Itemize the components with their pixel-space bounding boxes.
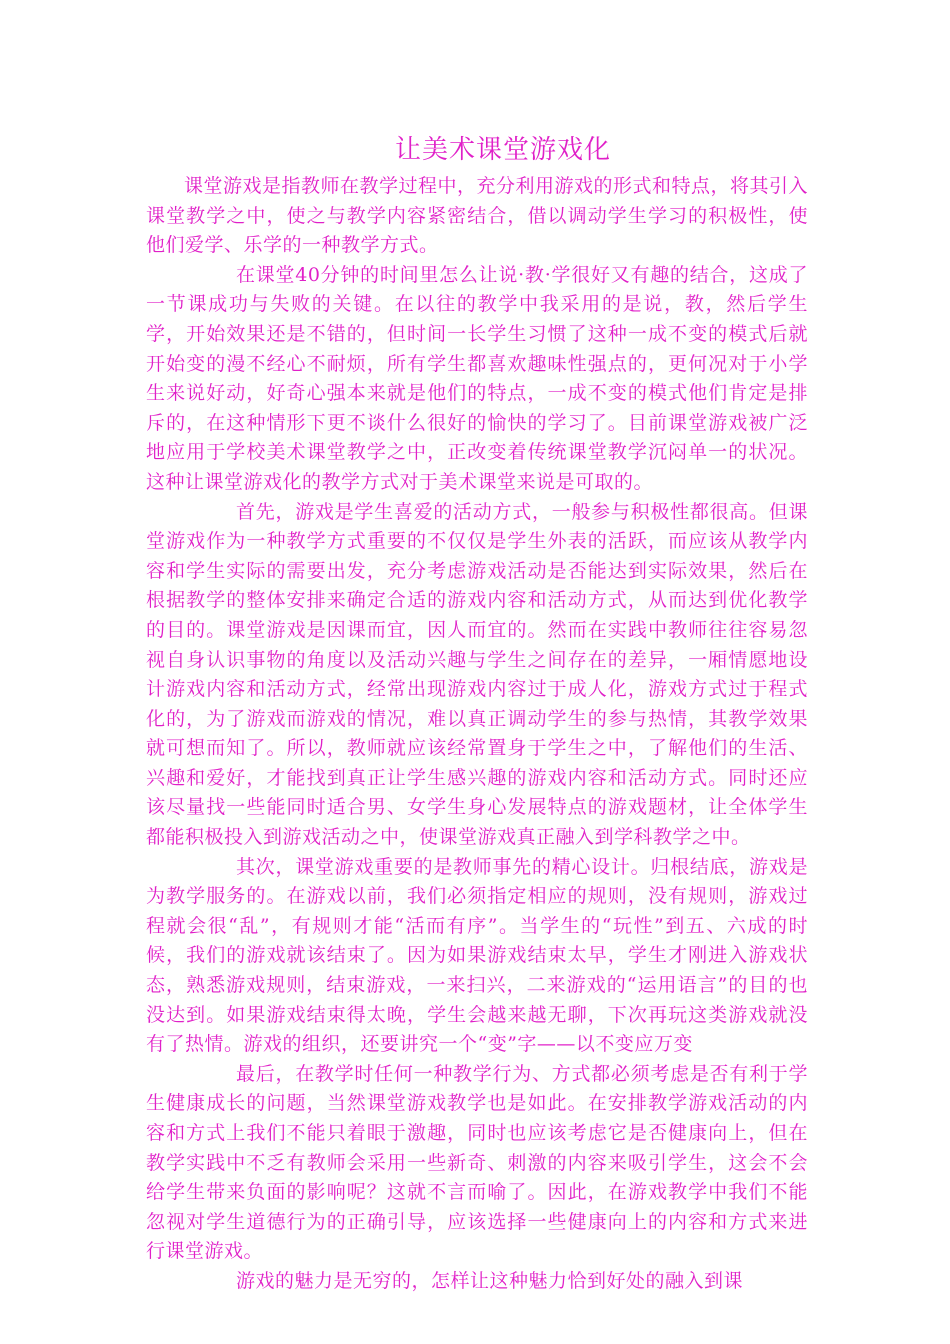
paragraph-conclusion: 游戏的魅力是无穷的，怎样让这种魅力恰到好处的融入到课 [236, 1269, 744, 1292]
paragraph-second: 其次，课堂游戏重要的是教师事先的精心设计。归根结底，游戏是为教学服务的。在游戏以前，我们必须指定相应的规则，没有规则，游戏过程就会很“乱”，有规则才能“活而有序”。当学生的“玩性”到五、六成的时候，我们的游戏就该结束了。因为如果游戏结束太早，学生才刚进入游戏状态，熟悉游戏规则，结束游戏，一来扫兴，二来游戏的“运用语言”的目的也没达到。如果游戏结束得太晚，学生会越来越无聊，下次再玩这类游戏就没有了热情。游戏的组织，还要讲究一个“变”字——以不变应万变 [146, 855, 808, 1056]
paragraph-last: 最后，在教学时任何一种教学行为、方式都必须考虑是否有利于学生健康成长的问题，当然课堂游戏教学也是如此。在安排教学游戏活动的内容和方式上我们不能只着眼于激趣，同时也应该考虑它是否健康向上，但在教学实践中不乏有教师会采用一些新奇、刺激的内容来吸引学生，这会不会给学生带来负面的影响呢？这就不言而喻了。因此，在游戏教学中我们不能忽视对学生道德行为的正确引导，应该选择一些健康向上的内容和方式来进行课堂游戏。 [146, 1062, 808, 1263]
document-title: 让美术课堂游戏化 [394, 135, 611, 165]
paragraph-classroom-time: 在课堂40分钟的时间里怎么让说·教·学很好又有趣的结合，这成了一节课成功与失败的关键。在以往的教学中我采用的是说，教，然后学生学，开始效果还是不错的，但时间一长学生习惯了这种一成不变的模式后就开始变的漫不经心不耐烦，所有学生都喜欢趣味性强点的，更何况对于小学生来说好动，好奇心强本来就是他们的特点，一成不变的模式他们肯定是排斥的，在这种情形下更不谈什么很好的愉快的学习了。目前课堂游戏被广泛地应用于学校美术课堂教学之中，正改变着传统课堂教学沉闷单一的状况。这种让课堂游戏化的教学方式对于美术课堂来说是可取的。 [146, 263, 808, 493]
paragraph-first: 首先，游戏是学生喜爱的活动方式，一般参与积极性都很高。但课堂游戏作为一种教学方式重要的不仅仅是学生外表的活跃，而应该从教学内容和学生实际的需要出发，充分考虑游戏活动是否能达到实际效果，然后在根据教学的整体安排来确定合适的游戏内容和活动方式，从而达到优化教学的目的。课堂游戏是因课而宜，因人而宜的。然而在实践中教师往往容易忽视自身认识事物的角度以及活动兴趣与学生之间存在的差异，一厢情愿地设计游戏内容和活动方式，经常出现游戏内容过于成人化，游戏方式过于程式化的，为了游戏而游戏的情况，难以真正调动学生的参与热情，其教学效果就可想而知了。所以，教师就应该经常置身于学生之中，了解他们的生活、兴趣和爱好，才能找到真正让学生感兴趣的游戏内容和活动方式。同时还应该尽量找一些能同时适合男、女学生身心发展特点的游戏题材，让全体学生都能积极投入到游戏活动之中，使课堂游戏真正融入到学科教学之中。 [146, 500, 808, 849]
document-body [146, 172, 808, 1297]
paragraph-intro: 课堂游戏是指教师在教学过程中，充分利用游戏的形式和特点，将其引入课堂教学之中，使之与教学内容紧密结合，借以调动学生学习的积极性，使他们爱学、乐学的一种教学方式。 [146, 175, 809, 257]
